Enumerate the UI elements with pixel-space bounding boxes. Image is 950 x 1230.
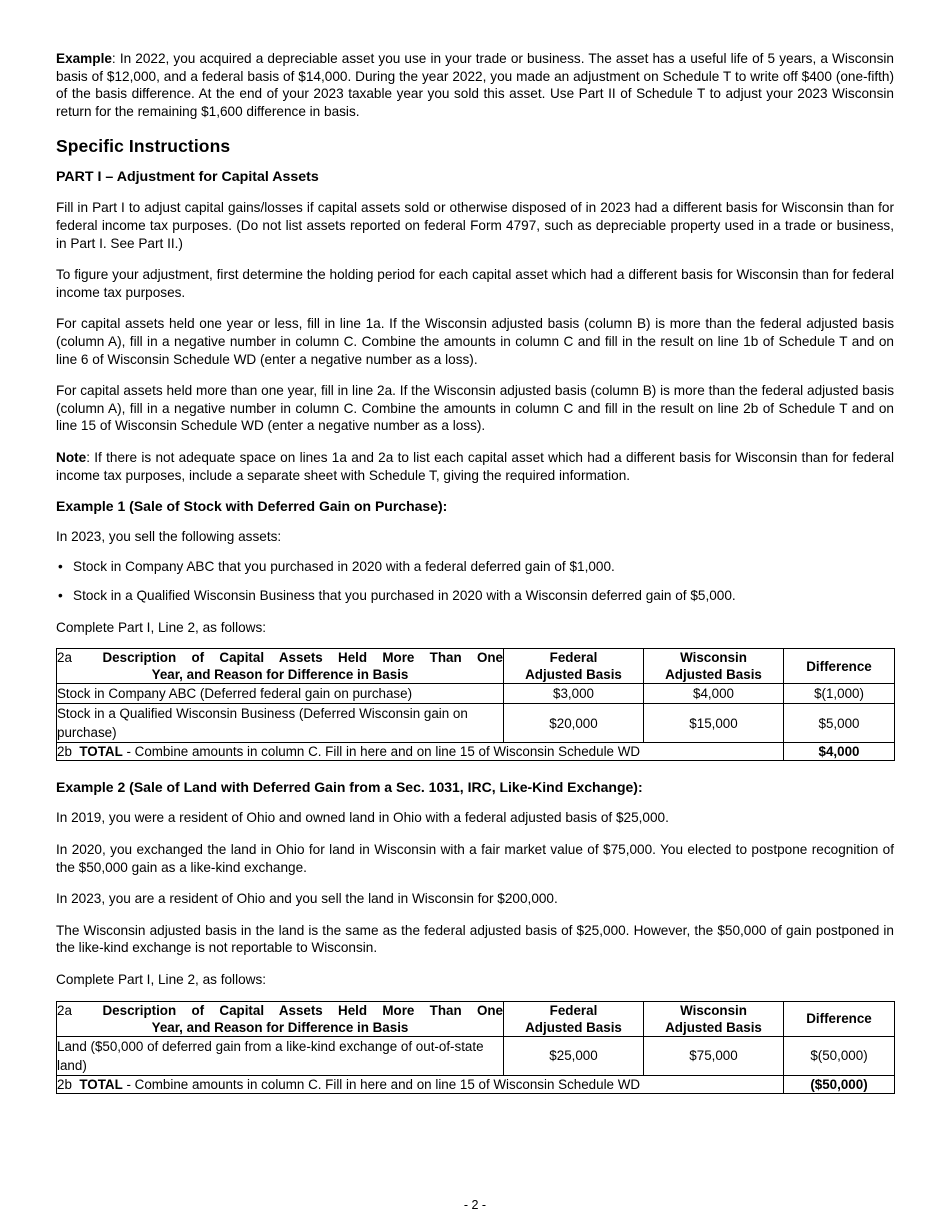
intro-example-paragraph: [56, 50, 894, 120]
part-paragraph-1: Fill in Part I to adjust capital gains/losses if capital assets sold or otherwise disposed of in 2023 had a different basis for Wisconsin than for federal income tax purposes. (Do not list assets reported on federal Form 4797, such as depreciable property used in a trade or business, in Part I. See Part II.): [56, 200, 894, 251]
table-header-row: [57, 1001, 895, 1036]
list-item: [56, 558, 894, 576]
header-description-line2: Year, and Reason for Difference in Basis: [151, 667, 409, 683]
bullet-icon: •: [58, 558, 63, 574]
page-title: Specific Instructions: [56, 136, 231, 157]
header-line-number: 2a: [57, 1002, 72, 1018]
note-text: : If there is not adequate space on lines 1a and 2a to list each capital asset which had a different basis for Wisconsin than for federal income tax purposes, include a separate sheet with Schedule T, giving the required information.: [56, 449, 894, 483]
total-description: - Combine amounts in column C. Fill in here and on line 15 of Wisconsin Schedule WD: [122, 744, 641, 760]
example-2-heading: Example 2 (Sale of Land with Deferred Gain from a Sec. 1031, IRC, Like-Kind Exchange):: [56, 779, 643, 796]
header-federal-line2: Adjusted Basis: [525, 1019, 622, 1035]
part-paragraph-3: For capital assets held one year or less, fill in line 1a. If the Wisconsin adjusted basis (column B) is more than the federal adjusted basis (column A), fill in a negative number in column C. Combine the amounts in column C and fill in the result on line 1b of Schedule T and on line 6 of Wisconsin Schedule WD (enter a negative number as a loss).: [56, 316, 894, 367]
total-word: TOTAL: [79, 1076, 123, 1092]
cell-wisconsin-basis: $4,000: [644, 684, 784, 704]
cell-description: Stock in a Qualified Wisconsin Business (Deferred Wisconsin gain on purchase): [57, 704, 504, 743]
header-description-line2: Year, and Reason for Difference in Basis: [151, 1019, 409, 1035]
cell-federal-basis: $20,000: [504, 704, 644, 743]
total-line-number: 2b: [57, 744, 72, 760]
example-1-lead-in: Complete Part I, Line 2, as follows:: [56, 619, 267, 635]
cell-difference: $(50,000): [784, 1036, 895, 1075]
cell-federal-basis: $25,000: [504, 1036, 644, 1075]
part-paragraph-2: To figure your adjustment, first determine the holding period for each capital asset which had a different basis for Wisconsin than for federal income tax purposes.: [56, 267, 894, 300]
total-line-number: 2b: [57, 1076, 72, 1092]
column-header-difference: Difference: [784, 1001, 895, 1036]
total-value: $4,000: [784, 743, 895, 761]
example-2-basis-table: [56, 1001, 895, 1094]
cell-description: Stock in Company ABC (Deferred federal gain on purchase): [57, 684, 504, 704]
column-header-federal: [504, 1001, 644, 1036]
header-wisconsin-line2: Adjusted Basis: [665, 667, 762, 683]
list-item: [56, 587, 894, 605]
example-2-paragraph-3: In 2023, you are a resident of Ohio and you sell the land in Wisconsin for $200,000.: [56, 891, 558, 907]
example-2-paragraph-1: In 2019, you were a resident of Ohio and owned land in Ohio with a federal adjusted basis of $25,000.: [56, 810, 669, 826]
total-description: - Combine amounts in column C. Fill in here and on line 15 of Wisconsin Schedule WD: [122, 1076, 641, 1092]
total-word: TOTAL: [79, 744, 123, 760]
table-header-row: [57, 649, 895, 684]
header-wisconsin-line1: Wisconsin: [680, 1002, 747, 1018]
note-label: Note: [56, 449, 87, 465]
list-item-label: Stock in a Qualified Wisconsin Business that you purchased in 2020 with a Wisconsin deferred gain of $5,000.: [73, 588, 736, 604]
cell-federal-basis: $3,000: [504, 684, 644, 704]
header-wisconsin-line2: Adjusted Basis: [665, 1019, 762, 1035]
table-total-row: [57, 743, 895, 761]
cell-description: Land ($50,000 of deferred gain from a like-kind exchange of out-of-state land): [57, 1036, 504, 1075]
column-header-description: [57, 1001, 504, 1036]
example-2-lead-in: Complete Part I, Line 2, as follows:: [56, 972, 267, 988]
header-line-number: 2a: [57, 650, 72, 666]
table-row: [57, 1036, 895, 1075]
header-federal-line2: Adjusted Basis: [525, 667, 622, 683]
example-1-basis-table: [56, 648, 895, 761]
table-row: [57, 704, 895, 743]
header-description-line1: Description of Capital Assets Held More Than One: [102, 1002, 503, 1018]
header-description-line1: Description of Capital Assets Held More Than One: [102, 650, 503, 666]
note-paragraph: [56, 449, 894, 484]
total-value: ($50,000): [784, 1075, 895, 1093]
column-header-wisconsin: [644, 649, 784, 684]
total-label: [57, 743, 784, 761]
column-header-description: [57, 649, 504, 684]
column-header-difference: Difference: [784, 649, 895, 684]
part-heading: PART I – Adjustment for Capital Assets: [56, 169, 319, 186]
header-federal-line1: Federal: [549, 1002, 598, 1018]
example-1-asset-list: [56, 558, 894, 605]
header-wisconsin-line1: Wisconsin: [680, 650, 747, 666]
table-total-row: [57, 1075, 895, 1093]
bullet-icon: •: [58, 588, 63, 604]
column-header-wisconsin: [644, 1001, 784, 1036]
column-header-federal: [504, 649, 644, 684]
example-2-paragraph-4: The Wisconsin adjusted basis in the land is the same as the federal adjusted basis of $25,000. However, the $50,000 of gain postponed in the like-kind exchange is not reportable to Wisconsin.: [56, 922, 894, 956]
part-paragraph-4: For capital assets held more than one year, fill in line 2a. If the Wisconsin adjusted basis (column B) is more than the federal adjusted basis (column A), fill in a negative number in column C. Combine the amounts in column C and fill in the result on line 2b of Schedule T and on line 15 of Wisconsin Schedule WD (enter a negative number as a loss).: [56, 383, 894, 434]
cell-wisconsin-basis: $75,000: [644, 1036, 784, 1075]
cell-difference: $(1,000): [784, 684, 895, 704]
example-1-heading: Example 1 (Sale of Stock with Deferred Gain on Purchase):: [56, 498, 448, 515]
page-number-footer: - 2 -: [463, 1198, 487, 1212]
example-2-paragraph-2: In 2020, you exchanged the land in Ohio for land in Wisconsin with a fair market value of $75,000. You elected to postpone recognition of the $50,000 gain as a like-kind exchange.: [56, 842, 894, 875]
cell-difference: $5,000: [784, 704, 895, 743]
list-item-label: Stock in Company ABC that you purchased in 2020 with a federal deferred gain of $1,000.: [73, 558, 615, 574]
intro-example-label: Example: [56, 51, 112, 66]
intro-example-text: : In 2022, you acquired a depreciable asset you use in your trade or business. The asset has a useful life of 5 years, a Wisconsin basis of $12,000, and a federal basis of $14,000. During the year 2022, you made an adjustment on Schedule T to write off $400 (one-fifth) of the basis difference. At the end of your 2023 taxable year you sold this asset. Use Part II of Schedule T to adjust your 2023 Wisconsin return for the remaining $1,600 difference in basis.: [56, 51, 894, 119]
table-row: [57, 684, 895, 704]
example-1-intro: In 2023, you sell the following assets:: [56, 529, 282, 545]
total-label: [57, 1075, 784, 1093]
header-federal-line1: Federal: [549, 650, 598, 666]
cell-wisconsin-basis: $15,000: [644, 704, 784, 743]
